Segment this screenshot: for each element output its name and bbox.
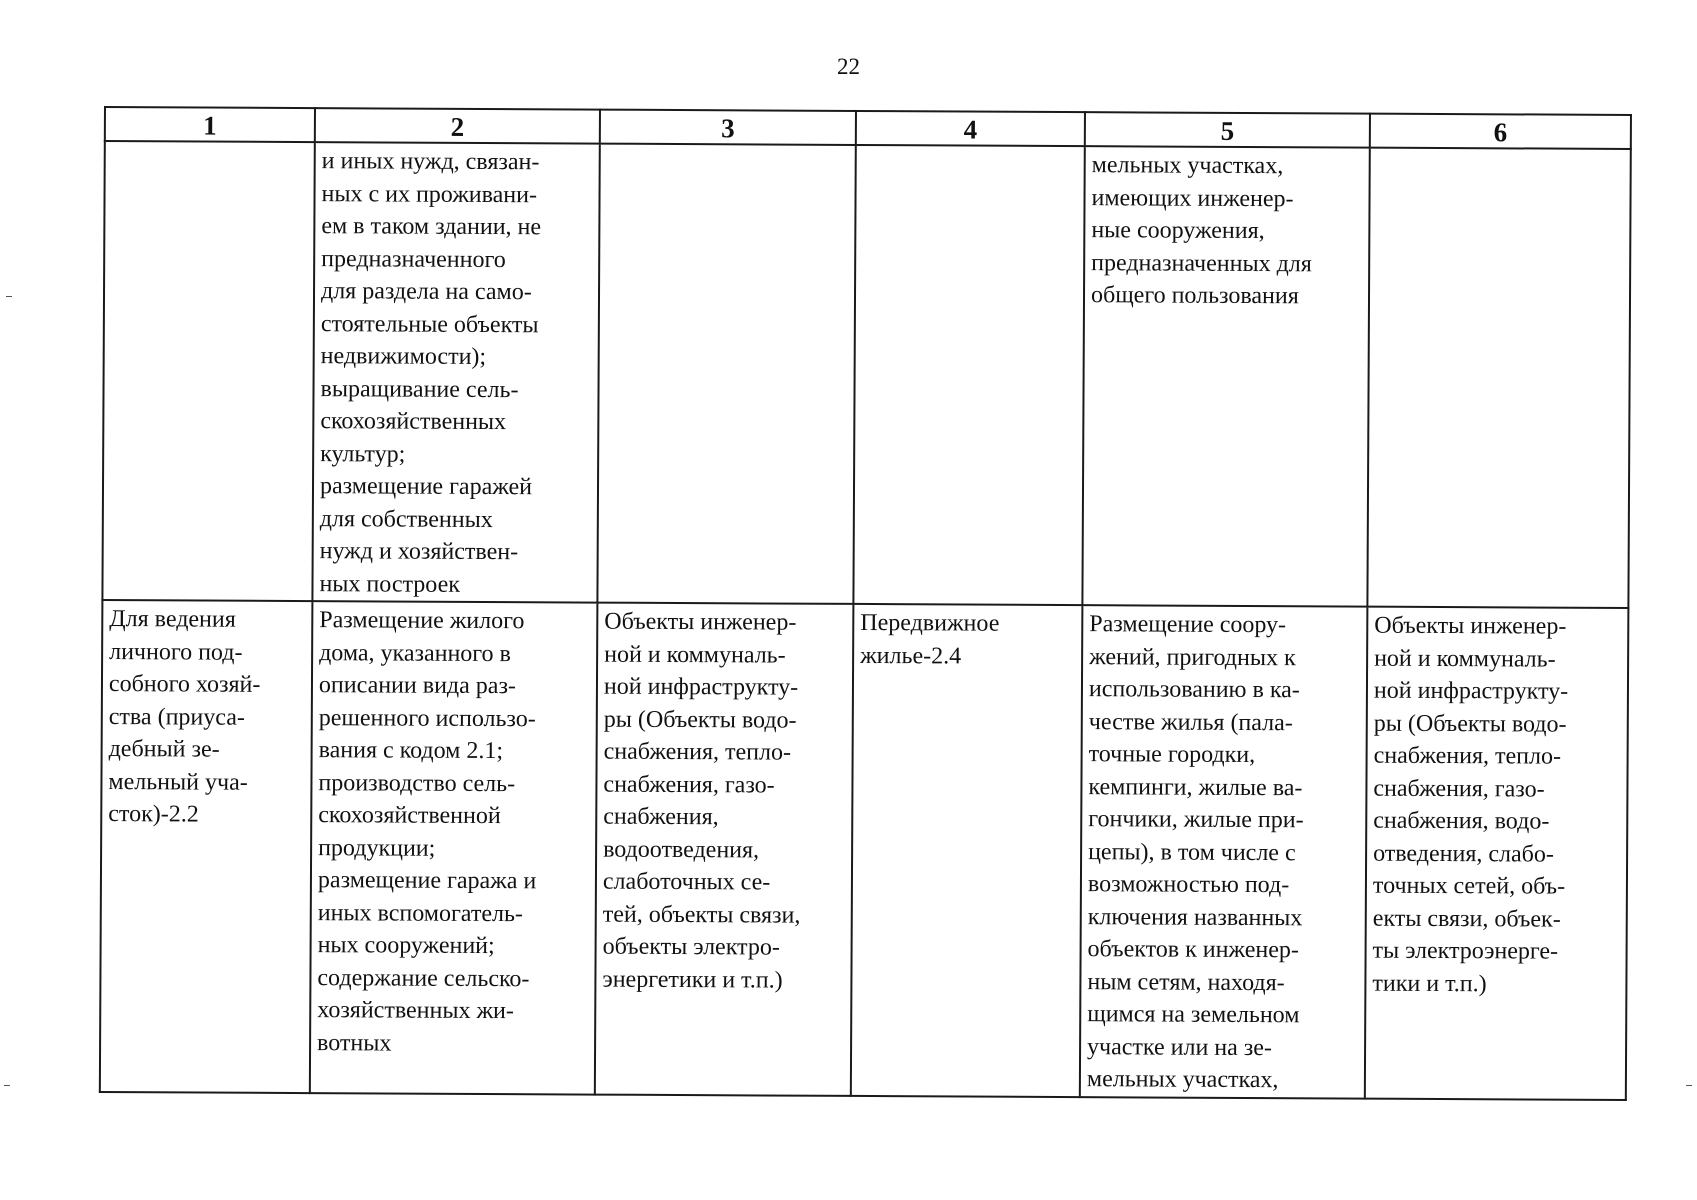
table-row — [102, 141, 1630, 608]
table-cell — [1367, 148, 1630, 608]
table-cell: Объекты инженер- ной и коммуналь- ной инфраструкту- ры (Объекты водо- снабжения, тепло- снабжения, газо- снабжения, водо- отведения, слабо- точных сетей, объ- екты связи, объек- ты электроэнерге- тики и т.п.) — [1365, 607, 1629, 1100]
column-header-5: 5 — [1085, 112, 1370, 147]
table-cell: мельных участках, имеющих инженер- ные сооружения, предназначенных для общего пользования — [1082, 146, 1369, 606]
page-number: 22 — [837, 54, 860, 79]
table-cell — [597, 144, 855, 604]
table-cell — [102, 141, 314, 601]
scan-edge-mark — [6, 296, 12, 297]
column-header-6: 6 — [1370, 114, 1631, 149]
column-header-1: 1 — [105, 107, 315, 142]
table-cell: Размещение жилого дома, указанного в описании вида раз- решенного использо- вания с кодом 2.1; производство сель- скохозяйственной продукции; размещение гаража и иных вспомогатель- ных сооружений; содержание сельско- хозяйственных жи- вотных — [310, 601, 598, 1094]
table-cell — [853, 145, 1084, 605]
table-cell: Размещение соору- жений, пригодных к использованию в ка- честве жилья (пала- точные городки, кемпинги, жилые ва- гончики, жилые при- цепы), в том числе с возможностью под- ключения названных объектов к инженер- ным сетям, находя- щимся на земельном участке или на зе- мельных участках, — [1080, 605, 1368, 1098]
land-use-table — [99, 106, 1632, 1100]
table-row — [100, 600, 1629, 1099]
column-header-2: 2 — [315, 108, 600, 143]
table-cell: Для ведения личного под- собного хозяй- ства (приуса- дебный зе- мельный уча- сток)-2.2 — [100, 600, 313, 1093]
scan-edge-mark — [4, 1085, 10, 1086]
column-header-4: 4 — [856, 111, 1085, 146]
table-cell: Объекты инженер- ной и коммуналь- ной инфраструкту- ры (Объекты водо- снабжения, тепло- снабжения, газо- снабжения, водоотведения, слаботочных се- тей, объекты связи, объекты электро- энергетики и т.п.) — [595, 603, 854, 1096]
table-cell: и иных нужд, связан- ных с их проживани- ем в таком здании, не предназначенного для раздела на само- стоятельные объекты недвижимости); выращивание сель- скохозяйственных культур; размещение гаражей для собственных нужд и хозяйствен- ных построек — [312, 142, 599, 602]
column-header-3: 3 — [600, 110, 856, 145]
table-cell: Передвижное жилье-2.4 — [851, 604, 1083, 1097]
scan-edge-mark — [1686, 1085, 1692, 1086]
